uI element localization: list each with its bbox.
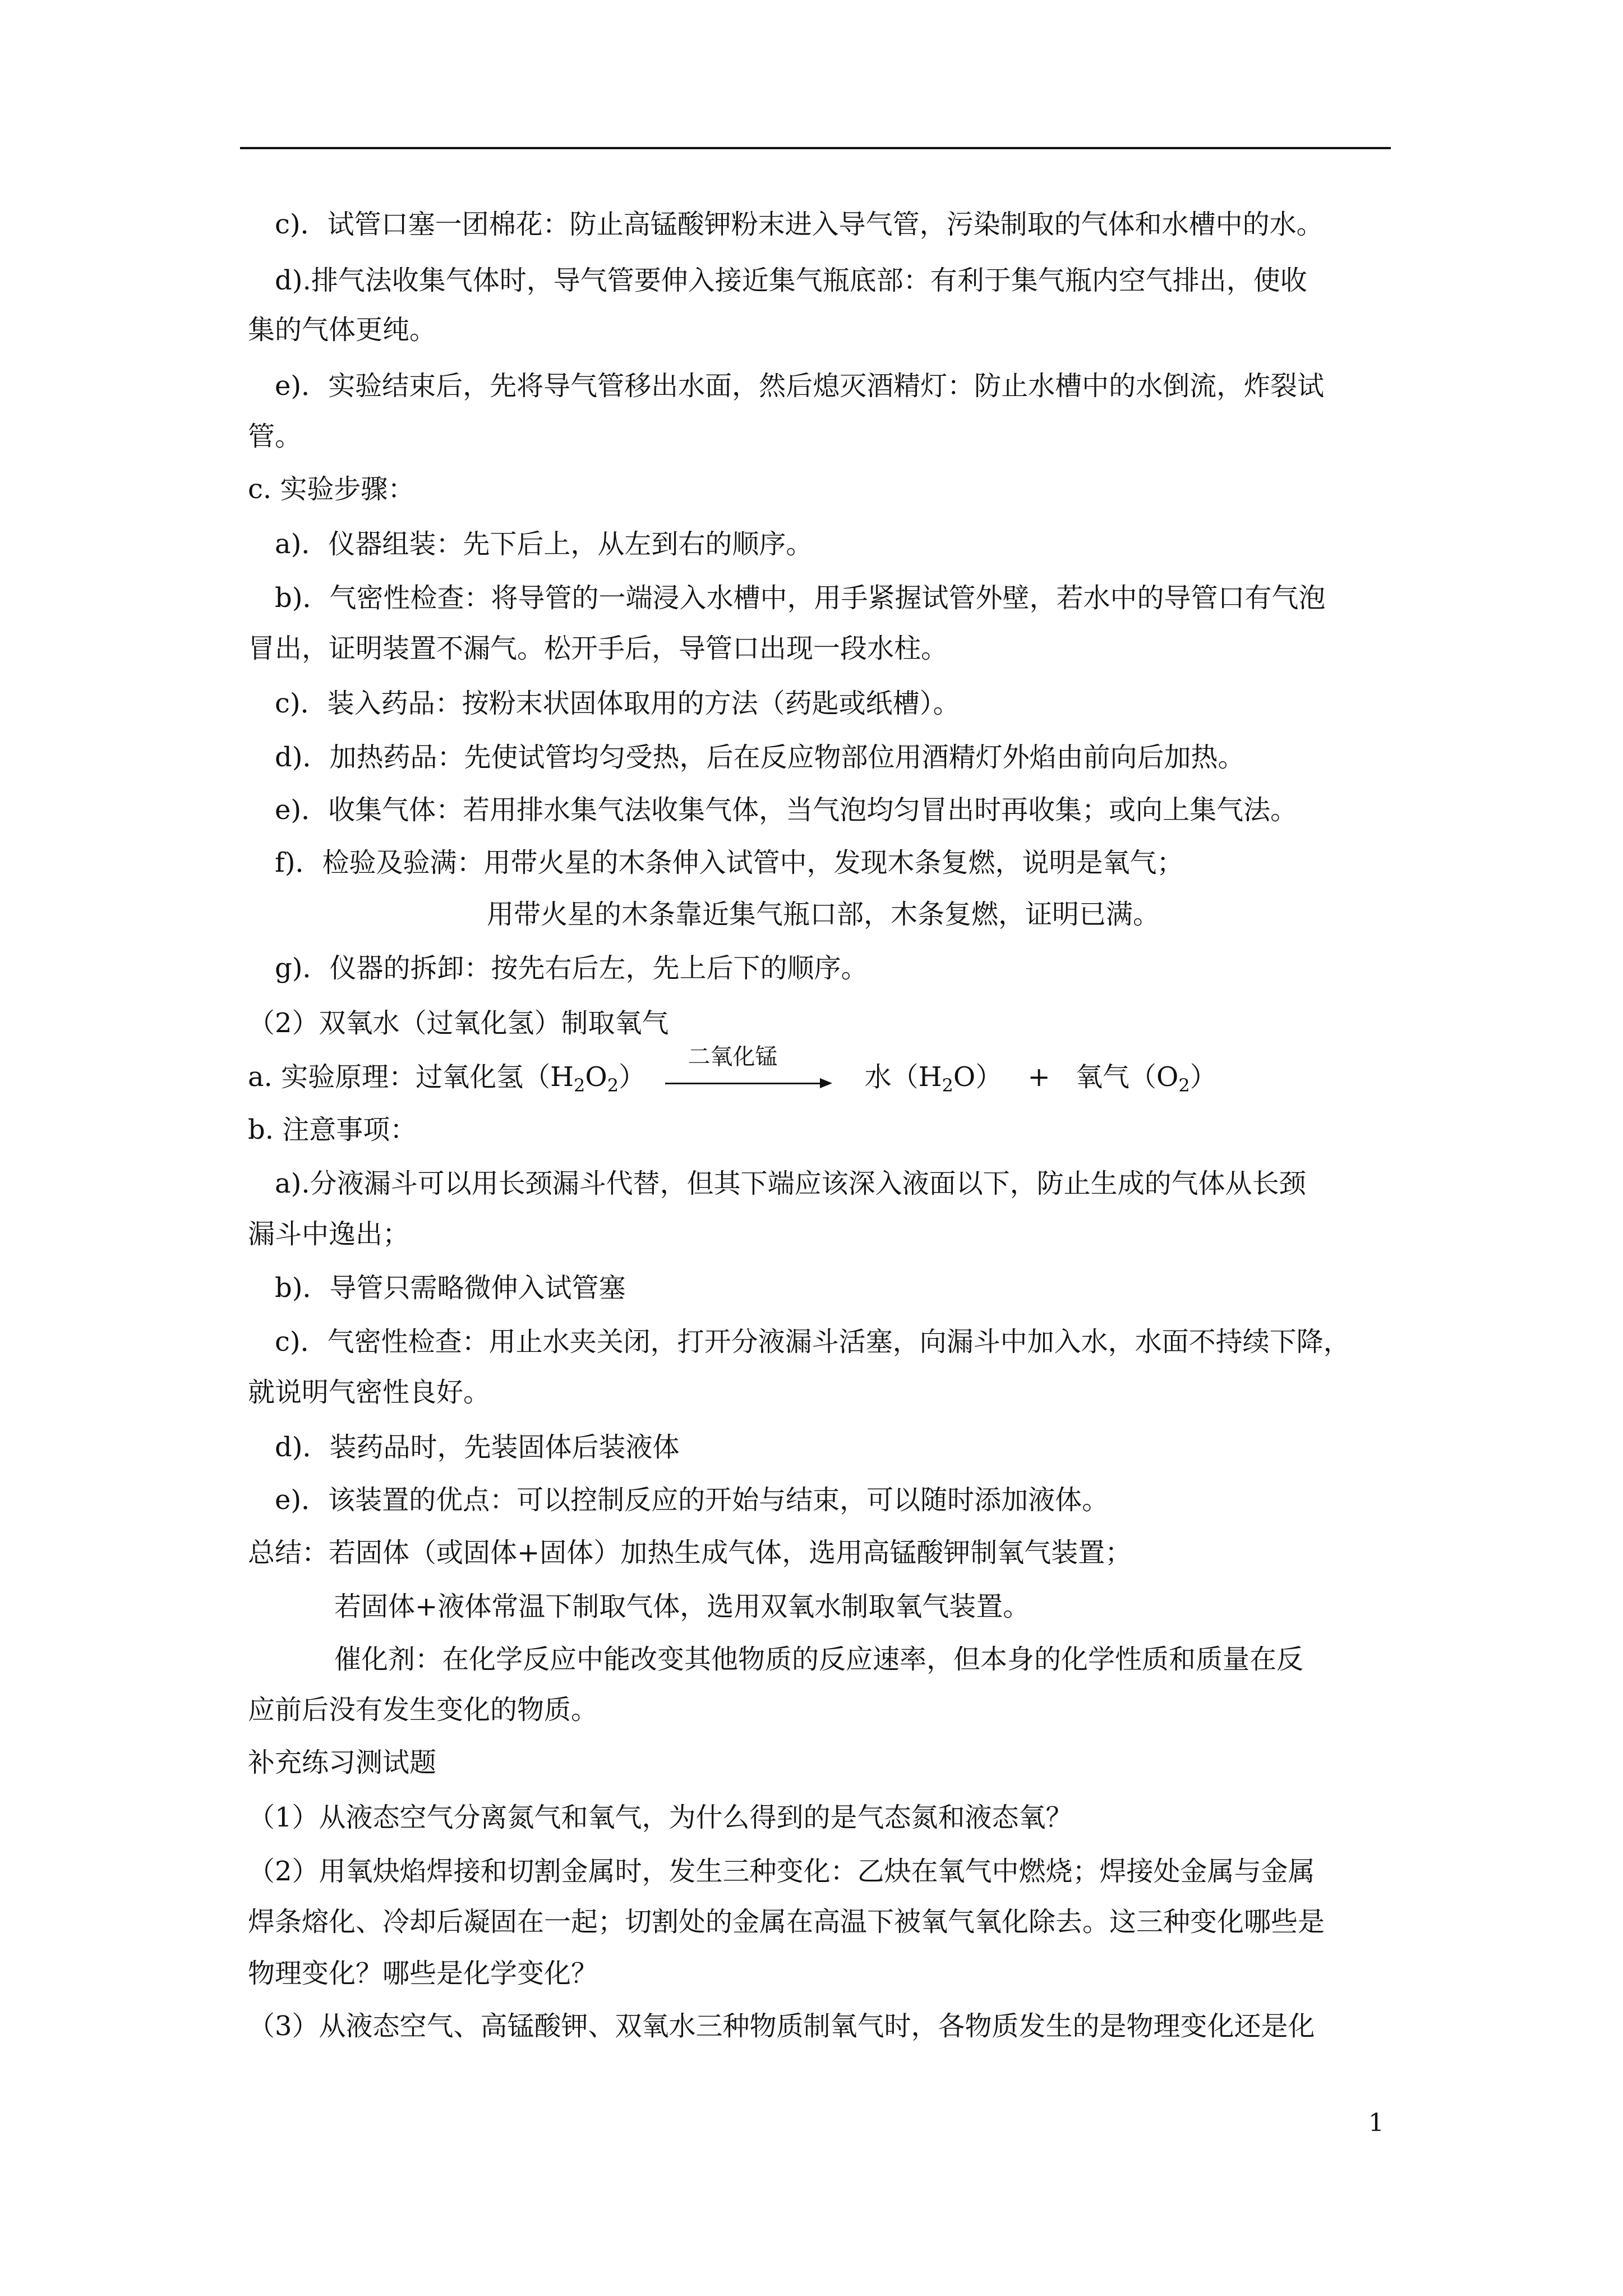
reaction-arrow <box>665 1043 833 1096</box>
header-rule <box>240 147 1391 149</box>
text-line: 冒出，证明装置不漏气。松开手后，导管口出现一段水柱。 <box>248 633 948 664</box>
arrow-shaft <box>665 1083 822 1084</box>
arrow-head-icon <box>820 1078 832 1088</box>
section-heading: 补充练习测试题 <box>248 1747 437 1778</box>
page-number: 1 <box>1368 2109 1384 2137</box>
text-line: b)．导管只需略微伸入试管塞 <box>275 1272 626 1304</box>
question-line: （3）从液态空气、高锰酸钾、双氧水三种物质制氧气时，各物质发生的是物理变化还是化 <box>248 2010 1315 2042</box>
text-line: 用带火星的木条靠近集气瓶口部，木条复燃，证明已满。 <box>487 899 1160 930</box>
summary-line: 催化剂：在化学反应中能改变其他物质的反应速率，但本身的化学性质和质量在反 <box>334 1644 1304 1675</box>
section-heading: （2）双氧水（过氧化氢）制取氧气 <box>248 1007 669 1039</box>
text-line: d)．加热药品：先使试管均匀受热，后在反应物部位用酒精灯外焰由前向后加热。 <box>275 742 1245 773</box>
text-line: d)．装药品时，先装固体后装液体 <box>275 1432 680 1463</box>
text-line: b)．气密性检查：将导管的一端浸入水槽中，用手紧握试管外壁，若水中的导管口有气泡 <box>275 582 1326 614</box>
text-line: c)．气密性检查：用止水夹关闭，打开分液漏斗活塞，向漏斗中加入水，水面不持续下降， <box>275 1326 1350 1358</box>
equation-reactant: a. 实验原理：过氧化氢$(H_2O_2)$ <box>248 1061 646 1096</box>
text-line: e)．实验结束后，先将导气管移出水面，然后熄灭酒精灯：防止水槽中的水倒流，炸裂试 <box>275 370 1325 402</box>
question-line: （1）从液态空气分离氮气和氧气，为什么得到的是气态氮和液态氧？ <box>248 1802 1073 1833</box>
text-line: d).排气法收集气体时，导气管要伸入接近集气瓶底部：有利于集气瓶内空气排出，使收 <box>275 265 1307 296</box>
text-line: 管。 <box>248 421 302 452</box>
text-line: g)．仪器的拆卸：按先右后左，先上后下的顺序。 <box>275 953 868 984</box>
text-line: f)．检验及验满：用带火星的木条伸入试管中，发现木条复燃，说明是氧气； <box>275 847 1184 878</box>
reaction-equation <box>248 1043 1217 1096</box>
question-line: 物理变化？哪些是化学变化？ <box>248 1958 598 1989</box>
summary-line: 若固体+液体常温下制取气体，选用双氧水制取氧气装置。 <box>334 1591 1030 1622</box>
text-line: 漏斗中逸出； <box>248 1218 410 1250</box>
text-line: 集的气体更纯。 <box>248 314 437 346</box>
summary-line: 应前后没有发生变化的物质。 <box>248 1694 598 1726</box>
text-line: a)．仪器组装：先下后上，从左到右的顺序。 <box>275 528 813 560</box>
question-line: 焊条熔化、冷却后凝固在一起；切割处的金属在高温下被氧气氧化除去。这三种变化哪些是 <box>248 1906 1325 1938</box>
text-line: a).分液漏斗可以用长颈漏斗代替，但其下端应该深入液面以下，防止生成的气体从长颈 <box>275 1168 1306 1199</box>
summary-line: 总结：若固体（或固体+固体）加热生成气体，选用高锰酸钾制氧气装置； <box>248 1537 1132 1568</box>
text-line: 就说明气密性良好。 <box>248 1377 491 1408</box>
equation-plus: + <box>1027 1061 1050 1093</box>
catalyst-label: 二氧化锰 <box>688 1043 778 1070</box>
equation-product-water: 水$(H_2O)$ <box>864 1061 1003 1096</box>
section-heading: b. 注意事项： <box>248 1114 417 1145</box>
text-line: e)．收集气体：若用排水集气法收集气体，当气泡均匀冒出时再收集；或向上集气法。 <box>275 794 1298 826</box>
question-line: （2）用氧炔焰焊接和切割金属时，发生三种变化：乙炔在氧气中燃烧；焊接处金属与金属 <box>248 1856 1315 1887</box>
text-line: e)．该装置的优点：可以控制反应的开始与结束，可以随时添加液体。 <box>275 1484 1109 1516</box>
section-heading: c. 实验步骤： <box>248 473 415 505</box>
text-line: c)．装入药品：按粉末状固体取用的方法（药匙或纸槽）。 <box>275 688 960 719</box>
equation-product-oxygen: 氧气$(O_2)$ <box>1075 1061 1217 1096</box>
text-line: c)．试管口塞一团棉花：防止高锰酸钾粉末进入导气管，污染制取的气体和水槽中的水。 <box>275 209 1324 240</box>
